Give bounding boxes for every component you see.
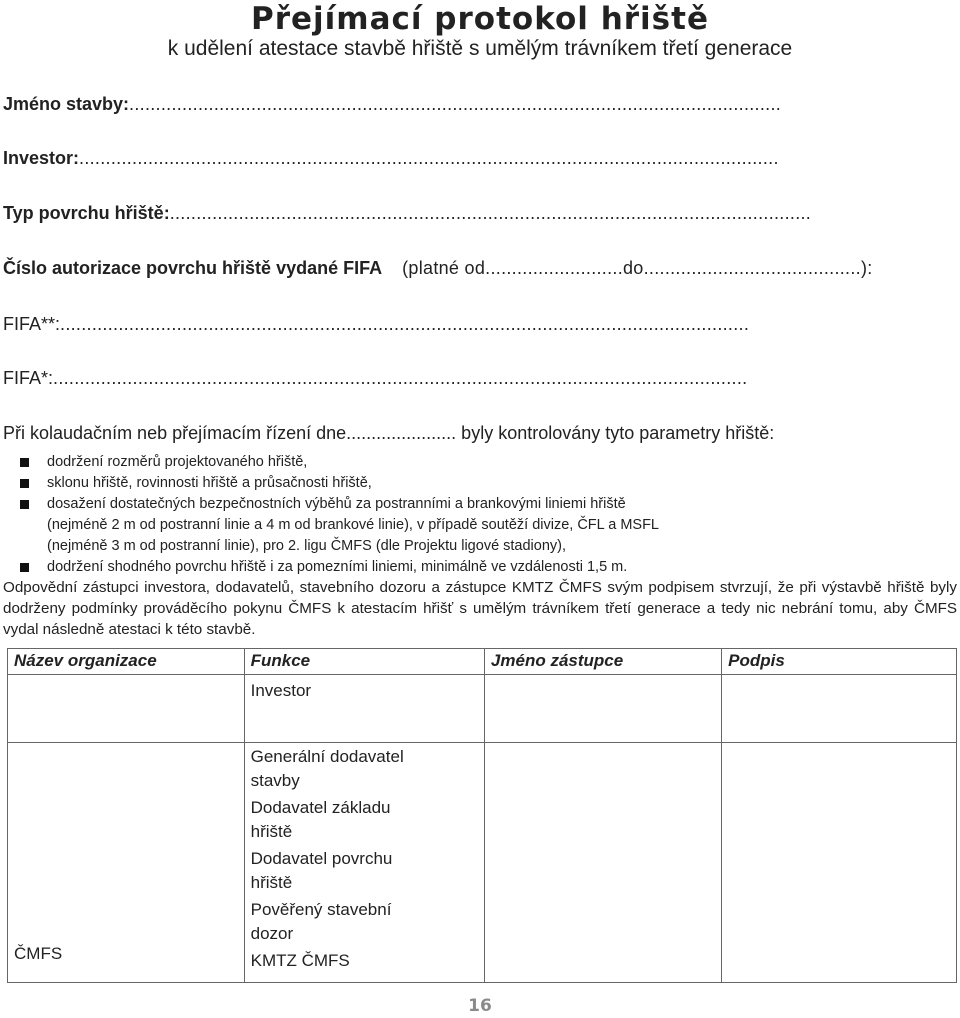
document-subtitle: k udělení atestace stavbě hřiště s umělým trávníkem třetí generace — [167, 37, 793, 60]
parameter-list — [0, 452, 960, 578]
parameter-item — [0, 557, 960, 578]
field-fifa1-value[interactable]: ................................................................................................................................... — [53, 368, 748, 388]
field-stavba-value[interactable]: ........................................................................................................................... — [129, 94, 782, 114]
inspection-intro: Při kolaudačním neb přejímacím řízení dne...................... byly kontrolovány tyto parametry hřiště: — [3, 423, 775, 443]
field-typ-povrchu-label: Typ povrchu hřiště: — [3, 203, 170, 223]
parameter-text: dodržení shodného povrchu hřiště i za pomezními liniemi, minimálně ve vzdálenosti 1,5 m. — [47, 559, 628, 575]
field-investor-label: Investor: — [3, 148, 80, 168]
table-row — [8, 743, 957, 983]
header-jmeno: Jméno zástupce — [484, 649, 721, 675]
document-title: Přejímací protokol hřiště — [251, 1, 709, 37]
function-dodavatel-zakladu: Dodavatel základu hřiště — [250, 798, 391, 841]
field-fifa1 — [3, 367, 957, 389]
cell-podpis[interactable] — [722, 743, 957, 983]
table-header-row — [8, 649, 957, 675]
field-platnost-value[interactable]: (platné od..........................do.........................................): — [402, 258, 873, 278]
cell-organizace[interactable] — [8, 675, 245, 743]
field-investor — [3, 147, 957, 169]
square-bullet-icon — [20, 458, 29, 467]
parameter-item — [0, 494, 960, 557]
parameter-item — [0, 473, 960, 494]
parameter-text: dodržení rozměrů projektovaného hřiště, — [47, 454, 308, 470]
function-dodavatel-povrchu: Dodavatel povrchu hřiště — [250, 849, 393, 892]
cell-jmeno[interactable] — [484, 743, 721, 983]
header-organizace: Název organizace — [8, 649, 245, 675]
function-stavebni-dozor: Pověřený stavební dozor — [250, 900, 392, 943]
signature-table — [7, 648, 957, 983]
function-generalni-dodavatel: Generální dodavatel stavby — [250, 747, 404, 790]
function-investor: Investor — [250, 681, 312, 700]
header-funkce: Funkce — [244, 649, 484, 675]
table-row — [8, 675, 957, 743]
page-number: 16 — [468, 996, 492, 1016]
declaration-paragraph: Odpovědní zástupci investora, dodavatelů, stavebního dozoru a zástupce KMTZ ČMFS svým podpisem stvrzují, že při výstavbě hřiště byly dodrženy podmínky prováděcího pokynu ČMFS k atestacím hřišť s umělým trávníkem třetí generace a tedy nic nebrání tomu, aby ČMFS vydal následně atestaci k této stavbě. — [3, 579, 957, 638]
field-fifa2-value[interactable]: .................................................................................................................................. — [60, 314, 750, 334]
cell-organizace[interactable] — [8, 743, 245, 983]
field-typ-povrchu-value[interactable]: ......................................................................................................................... — [169, 203, 812, 223]
square-bullet-icon — [20, 563, 29, 572]
field-fifa2-label: FIFA**: — [3, 314, 61, 334]
field-fifa1-label: FIFA*: — [3, 368, 54, 388]
square-bullet-icon — [20, 500, 29, 509]
org-cmfs: ČMFS — [14, 944, 63, 963]
cell-jmeno[interactable] — [484, 675, 721, 743]
cell-podpis[interactable] — [722, 675, 957, 743]
function-kmtz: KMTZ ČMFS — [250, 951, 350, 970]
field-typ-povrchu — [3, 202, 957, 224]
parameter-text-line: (nejméně 2 m od postranní linie a 4 m od brankové linie), v případě soutěží divize, ČFL a MSFL — [47, 517, 659, 533]
field-fifa2 — [3, 313, 957, 335]
cell-funkce — [244, 675, 484, 743]
field-stavba-label: Jméno stavby: — [3, 94, 130, 114]
parameter-text: sklonu hřiště, rovinnosti hřiště a průsačnosti hřiště, — [47, 475, 372, 491]
cell-funkce — [244, 743, 484, 983]
field-investor-value[interactable]: .................................................................................................................................... — [79, 148, 779, 168]
parameter-item — [0, 452, 960, 473]
field-cislo-autorizace-label: Číslo autorizace povrchu hřiště vydané FIFA — [3, 258, 383, 278]
parameter-text-line: (nejméně 3 m od postranní linie), pro 2. ligu ČMFS (dle Projektu ligové stadiony), — [47, 538, 567, 554]
field-stavba — [3, 93, 957, 115]
field-cislo-autorizace — [3, 257, 957, 279]
parameter-text-line: dosažení dostatečných bezpečnostních výběhů za postranními a brankovými liniemi hřiště — [47, 496, 626, 512]
header-podpis: Podpis — [722, 649, 957, 675]
square-bullet-icon — [20, 479, 29, 488]
